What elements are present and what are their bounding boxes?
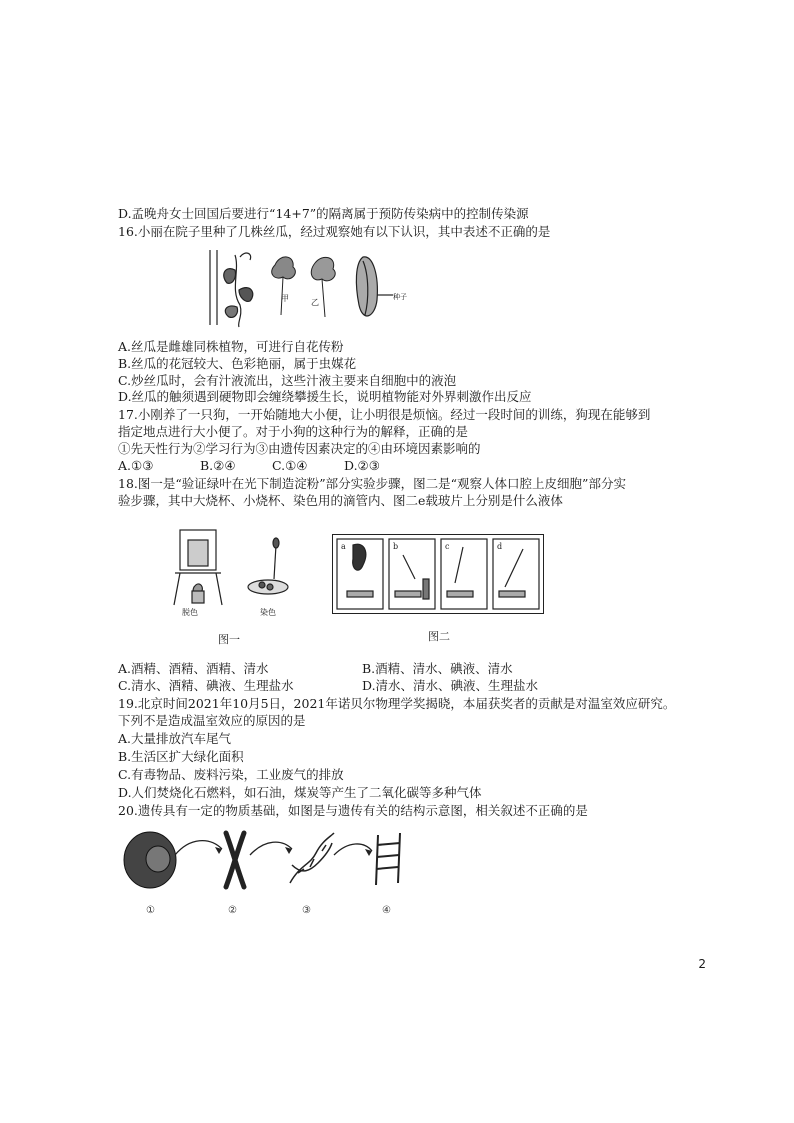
q17-options bbox=[118, 458, 390, 474]
q16-option-b: B.丝瓜的花冠较大、色彩艳丽，属于虫媒花 bbox=[118, 356, 357, 371]
label-1: ① bbox=[146, 905, 155, 916]
q15-option-d: D.孟晚舟女士回国后要进行“14+7”的隔离属于预防传染病中的控制传染源 bbox=[118, 206, 529, 221]
q17-stem-line1: 17.小刚养了一只狗，一开始随地大小便，让小明很是烦恼。经过一段时间的训练，狗现在能够到 bbox=[118, 407, 651, 422]
fig2-caption: 图二 bbox=[428, 630, 450, 643]
q19-option-b: B.生活区扩大绿化面积 bbox=[118, 749, 244, 764]
page-number: 2 bbox=[698, 957, 706, 971]
q18-option-c: C.清水、酒精、碘液、生理盐水 bbox=[118, 678, 294, 693]
loofah-vine-drawing bbox=[210, 250, 253, 327]
fig1-caption: 图一 bbox=[218, 633, 240, 646]
q18-option-b: B.酒精、清水、碘液、清水 bbox=[362, 661, 513, 676]
q18-figure-1 bbox=[170, 525, 300, 620]
q16-option-c: C.炒丝瓜时，会有汁液流出，这些汁液主要来自细胞中的液泡 bbox=[118, 373, 457, 388]
q18-option-a: A.酒精、酒精、酒精、清水 bbox=[118, 661, 269, 676]
flower-label-jia: 甲 bbox=[281, 294, 289, 303]
label-2: ② bbox=[228, 905, 237, 916]
q19-option-c: C.有毒物品、废料污染，工业废气的排放 bbox=[118, 767, 344, 782]
water-bath-apparatus bbox=[174, 530, 222, 605]
q16-option-a: A.丝瓜是雌雄同株植物，可进行自花传粉 bbox=[118, 339, 344, 354]
loofah-flowers-drawing bbox=[272, 257, 336, 317]
q19-stem-line2: 下列不是造成温室效应的原因的是 bbox=[118, 713, 306, 728]
q19-stem-line1: 19.北京时间2021年10月5日，2021年诺贝尔物理学奖揭晓，本届获奖者的贡献是对温室效应研究。 bbox=[118, 696, 676, 711]
q17-option-d: D.②③ bbox=[344, 458, 380, 473]
fig2-panel-a-label: a bbox=[341, 542, 346, 551]
label-4: ④ bbox=[382, 905, 391, 916]
fig2-panel-b-label: b bbox=[393, 542, 399, 551]
fig1-label-stain: 染色 bbox=[260, 608, 276, 617]
arrow-1 bbox=[175, 841, 222, 855]
q17-option-c: C.①④ bbox=[272, 458, 308, 473]
q18-option-d: D.清水、清水、碘液、生理盐水 bbox=[362, 678, 539, 693]
staining-dish-apparatus bbox=[248, 538, 288, 594]
fig1-label-decolor: 脱色 bbox=[182, 608, 198, 617]
q16-stem: 16.小丽在院子里种了几株丝瓜，经过观察她有以下认识，其中表述不正确的是 bbox=[118, 224, 551, 239]
q18-stem-line2: 验步骤，其中大烧杯、小烧杯、染色用的滴管内、图二e载玻片上分别是什么液体 bbox=[118, 493, 563, 508]
q18-stem-line1: 18.图一是“验证绿叶在光下制造淀粉”部分实验步骤，图二是“观察人体口腔上皮细胞”部分实 bbox=[118, 476, 626, 491]
arrow-2 bbox=[250, 842, 292, 855]
q20-heredity-figure bbox=[120, 825, 420, 920]
q18-figure-2 bbox=[332, 534, 544, 614]
q20-stem: 20.遗传具有一定的物质基础，如图是与遗传有关的结构示意图，相关叙述不正确的是 bbox=[118, 803, 588, 818]
q17-stem-line2: 指定地点进行大小便了。对于小狗的这种行为的解释，正确的是 bbox=[118, 424, 469, 439]
q19-option-a: A.大量排放汽车尾气 bbox=[118, 731, 232, 746]
loofah-fruit-drawing bbox=[356, 257, 393, 316]
fig2-panels-drawing bbox=[333, 535, 543, 613]
dna-helix-drawing bbox=[290, 833, 334, 883]
q17-statements: ①先天性行为②学习行为③由遗传因素决定的④由环境因素影响的 bbox=[118, 441, 481, 456]
q16-loofah-figure bbox=[195, 245, 425, 330]
label-3: ③ bbox=[302, 905, 311, 916]
fig2-panel-c-label: c bbox=[445, 542, 450, 551]
fig2-panel-d-label: d bbox=[497, 542, 503, 551]
chromosome-drawing bbox=[226, 833, 244, 887]
q17-option-b: B.②④ bbox=[200, 458, 236, 473]
flower-label-yi: 乙 bbox=[311, 298, 319, 307]
q19-option-d: D.人们焚烧化石燃料，如石油，煤炭等产生了二氧化碳等多种气体 bbox=[118, 785, 482, 800]
gene-segment-drawing bbox=[376, 833, 400, 885]
q17-option-a: A.①③ bbox=[118, 458, 154, 473]
q16-option-d: D.丝瓜的触须遇到硬物即会缠绕攀援生长，说明植物能对外界刺激作出反应 bbox=[118, 389, 532, 404]
cell-nucleus-drawing bbox=[124, 832, 176, 888]
seed-label: 种子 bbox=[393, 293, 407, 301]
